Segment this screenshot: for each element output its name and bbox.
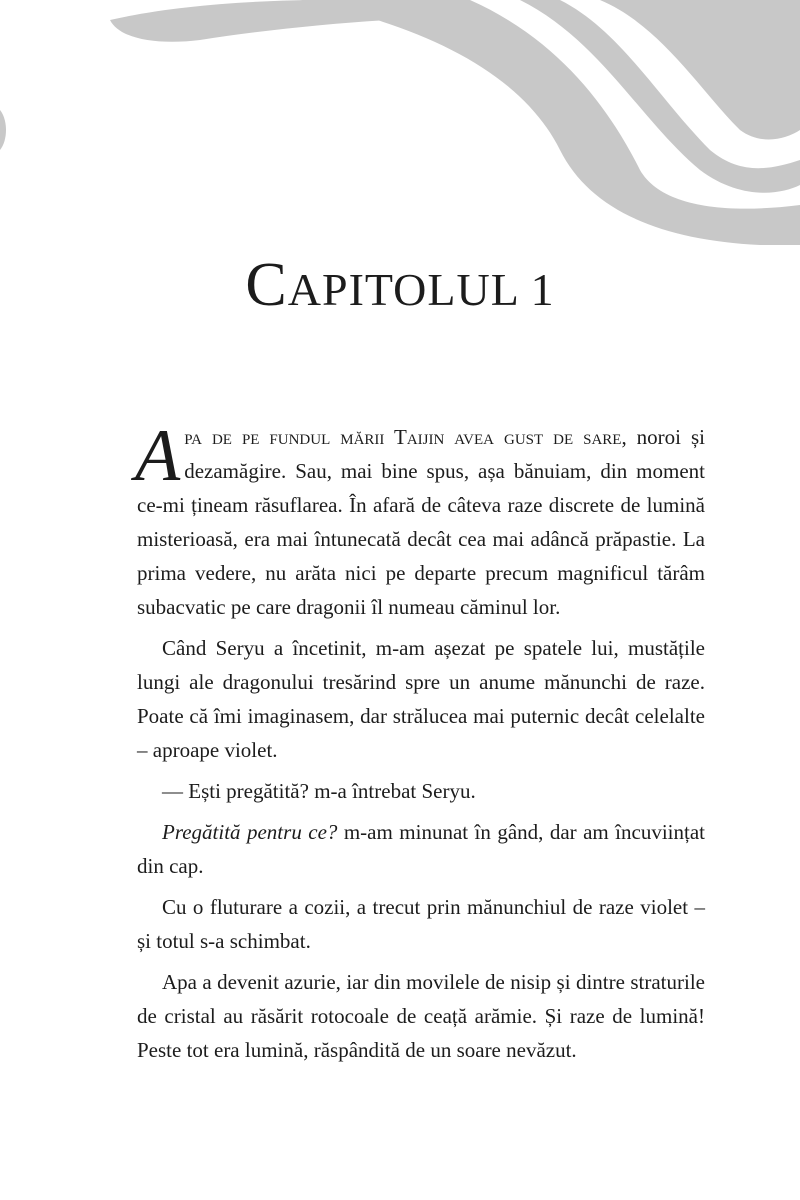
paragraph-1 [135, 415, 705, 624]
decorative-flourish [0, 0, 800, 260]
opening-smallcaps: pa de pe fundul mării Taijin avea gust de sare, [184, 425, 627, 449]
paragraph-6: Apa a devenit azurie, iar din movilele de nisip și dintre straturile de cristal au răsărit rotocoale de ceață arămie. Și raze de lumină! Peste tot era lumină, răspândită de un soare nevăzut. [137, 970, 705, 1062]
paragraph-3: — Ești pregătită? m-a întrebat Seryu. [162, 779, 476, 803]
paragraph-4 [137, 815, 705, 883]
chapter-title-text: APITOLUL 1 [287, 264, 555, 315]
paragraph-5: Cu o fluturare a cozii, a trecut prin mănunchiul de raze violet – și totul s-a schimbat. [137, 895, 705, 953]
chapter-title-initial: C [245, 251, 288, 319]
drop-cap: A [135, 415, 181, 497]
paragraph-1-text: noroi și dezamăgire. Sau, mai bine spus, așa bănuiam, din moment ce-mi țineam răsuflarea. În afară de câteva raze discrete de lumină misterioasă, era mai întunecată decât cea mai adâncă prăpastie. La prima vedere, nu arăta nici pe departe precum magnificul tărâm subacvatic pe care dragonii îl numeau căminul lor. [137, 425, 705, 619]
paragraph-2: Când Seryu a încetinit, m-am așezat pe spatele lui, mustățile lungi ale dragonului tresărind spre un anume mănunchi de raze. Poate că îmi imaginasem, dar strălucea mai puternic decât celelalte – aproape violet. [137, 636, 705, 762]
paragraph-4-italic: Pregătită pentru ce? [162, 820, 338, 844]
paragraph-4-text: m-am minunat în gând, dar am încuviințat din cap. [137, 820, 706, 878]
chapter-title [0, 250, 800, 321]
chapter-body [135, 415, 706, 1067]
flourish-edge [0, 110, 6, 150]
